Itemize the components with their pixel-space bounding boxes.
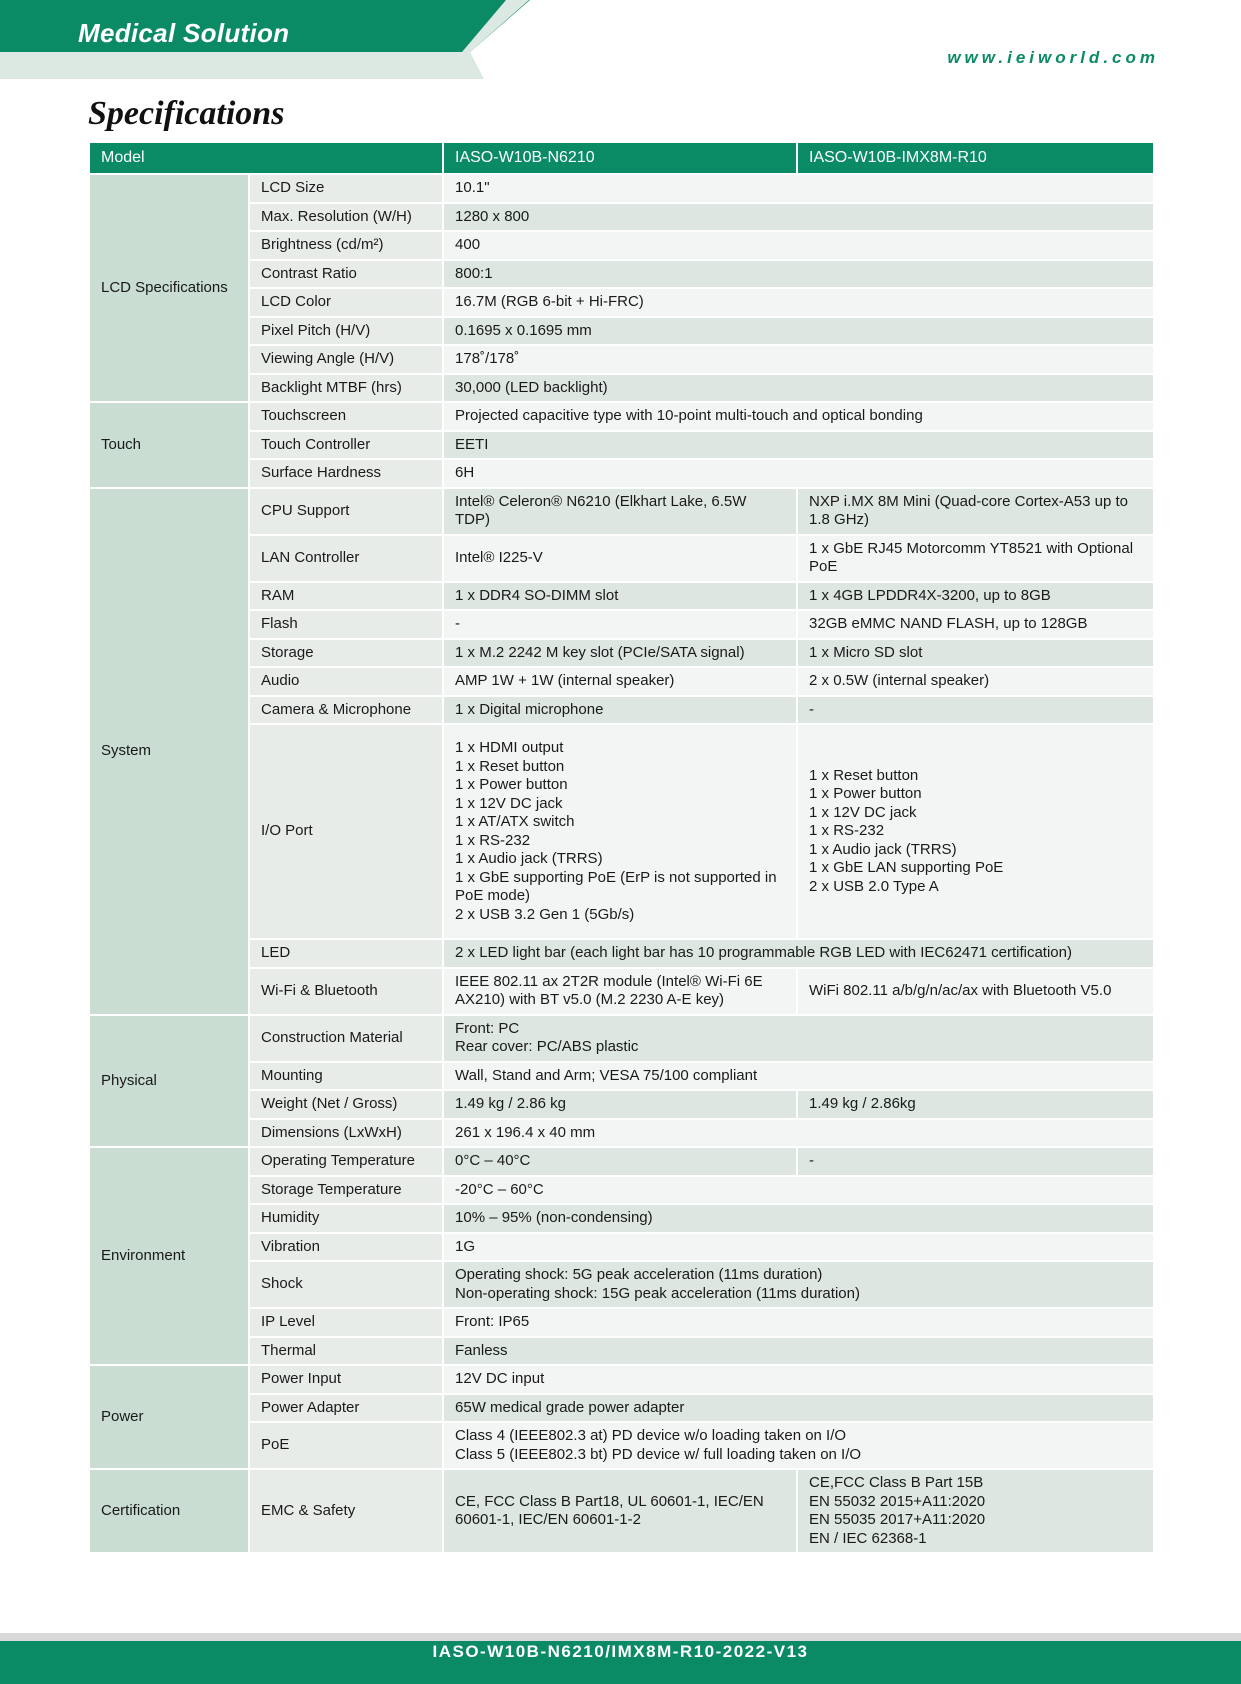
group-label: LCD Specifications (89, 174, 249, 402)
table-row (89, 1422, 1154, 1469)
table-row (89, 1119, 1154, 1148)
table-row (89, 696, 1154, 725)
spec-value-n6210: 0°C – 40°C (443, 1147, 797, 1176)
spec-value-shared: Fanless (443, 1337, 1154, 1366)
spec-value-n6210: 1 x HDMI output 1 x Reset button 1 x Power button 1 x 12V DC jack 1 x AT/ATX switch 1 x RS-232 1 x Audio jack (TRRS) 1 x GbE supporting PoE (ErP is not supported in PoE mode) 2 x USB 3.2 Gen 1 (5Gb/s) (443, 724, 797, 939)
spec-label: Pixel Pitch (H/V) (249, 317, 443, 346)
table-row (89, 639, 1154, 668)
spec-value-imx8m: 32GB eMMC NAND FLASH, up to 128GB (797, 610, 1154, 639)
website-url: www.ieiworld.com (947, 48, 1159, 67)
group-label: Certification (89, 1469, 249, 1553)
table-row (89, 1062, 1154, 1091)
spec-label: Storage Temperature (249, 1176, 443, 1205)
table-row (89, 1015, 1154, 1062)
spec-label: Power Input (249, 1365, 443, 1394)
spec-value-shared: 16.7M (RGB 6-bit + Hi-FRC) (443, 288, 1154, 317)
brand-title: Medical Solution (78, 18, 290, 48)
spec-label: Backlight MTBF (hrs) (249, 374, 443, 403)
spec-label: Vibration (249, 1233, 443, 1262)
table-row (89, 288, 1154, 317)
spec-label: Max. Resolution (W/H) (249, 203, 443, 232)
spec-label: I/O Port (249, 724, 443, 939)
group-label: Touch (89, 402, 249, 488)
spec-value-shared: Front: PC Rear cover: PC/ABS plastic (443, 1015, 1154, 1062)
spec-value-shared: Front: IP65 (443, 1308, 1154, 1337)
column-header-model: Model (89, 142, 443, 174)
table-row (89, 488, 1154, 535)
table-row (89, 1176, 1154, 1205)
spec-value-shared: 6H (443, 459, 1154, 488)
table-row (89, 345, 1154, 374)
spec-label: Storage (249, 639, 443, 668)
spec-label: Humidity (249, 1204, 443, 1233)
spec-value-imx8m: - (797, 696, 1154, 725)
spec-value-shared: Operating shock: 5G peak acceleration (11ms duration) Non-operating shock: 15G peak acceleration (11ms duration) (443, 1261, 1154, 1308)
spec-value-imx8m: 2 x 0.5W (internal speaker) (797, 667, 1154, 696)
spec-value-imx8m: 1 x 4GB LPDDR4X-3200, up to 8GB (797, 582, 1154, 611)
group-label: Physical (89, 1015, 249, 1148)
page-title: Specifications (88, 95, 285, 132)
group-label: Environment (89, 1147, 249, 1365)
spec-value-imx8m: 1.49 kg / 2.86kg (797, 1090, 1154, 1119)
table-row (89, 1337, 1154, 1366)
spec-value-shared: -20°C – 60°C (443, 1176, 1154, 1205)
spec-value-shared: 1G (443, 1233, 1154, 1262)
table-row (89, 203, 1154, 232)
spec-value-n6210: 1 x Digital microphone (443, 696, 797, 725)
table-row (89, 724, 1154, 939)
spec-label: CPU Support (249, 488, 443, 535)
table-row (89, 431, 1154, 460)
table-row (89, 1469, 1154, 1553)
table-header-row (89, 142, 1154, 174)
table-row (89, 1090, 1154, 1119)
spec-value-shared: 400 (443, 231, 1154, 260)
spec-value-shared: Wall, Stand and Arm; VESA 75/100 compliant (443, 1062, 1154, 1091)
spec-label: Viewing Angle (H/V) (249, 345, 443, 374)
spec-label: LCD Size (249, 174, 443, 203)
spec-value-imx8m: - (797, 1147, 1154, 1176)
spec-label: Dimensions (LxWxH) (249, 1119, 443, 1148)
spec-label: Thermal (249, 1337, 443, 1366)
spec-label: Flash (249, 610, 443, 639)
spec-value-n6210: 1.49 kg / 2.86 kg (443, 1090, 797, 1119)
table-row (89, 260, 1154, 289)
spec-label: Surface Hardness (249, 459, 443, 488)
spec-value-n6210: - (443, 610, 797, 639)
spec-value-shared: 800:1 (443, 260, 1154, 289)
spec-label: LCD Color (249, 288, 443, 317)
table-row (89, 402, 1154, 431)
table-row (89, 1204, 1154, 1233)
spec-label: EMC & Safety (249, 1469, 443, 1553)
spec-value-imx8m: CE,FCC Class B Part 15B EN 55032 2015+A11:2020 EN 55035 2017+A11:2020 EN / IEC 62368-1 (797, 1469, 1154, 1553)
spec-value-shared: 10.1" (443, 174, 1154, 203)
spec-value-imx8m: 1 x Reset button 1 x Power button 1 x 12V DC jack 1 x RS-232 1 x Audio jack (TRRS) 1 x GbE LAN supporting PoE 2 x USB 2.0 Type A (797, 724, 1154, 939)
spec-label: RAM (249, 582, 443, 611)
spec-label: Power Adapter (249, 1394, 443, 1423)
table-row (89, 610, 1154, 639)
spec-value-n6210: AMP 1W + 1W (internal speaker) (443, 667, 797, 696)
column-header-n6210: IASO-W10B-N6210 (443, 142, 797, 174)
spec-value-imx8m: 1 x Micro SD slot (797, 639, 1154, 668)
spec-label: Camera & Microphone (249, 696, 443, 725)
table-row (89, 231, 1154, 260)
footer-doc-id: IASO-W10B-N6210/IMX8M-R10-2022-V13 (432, 1642, 809, 1661)
spec-label: Weight (Net / Gross) (249, 1090, 443, 1119)
spec-label: LAN Controller (249, 535, 443, 582)
spec-label: PoE (249, 1422, 443, 1469)
column-header-imx8m: IASO-W10B-IMX8M-R10 (797, 142, 1154, 174)
table-row (89, 317, 1154, 346)
spec-value-shared: 261 x 196.4 x 40 mm (443, 1119, 1154, 1148)
spec-label: Touchscreen (249, 402, 443, 431)
table-row (89, 968, 1154, 1015)
table-row (89, 174, 1154, 203)
table-row (89, 1261, 1154, 1308)
spec-value-n6210: Intel® Celeron® N6210 (Elkhart Lake, 6.5W TDP) (443, 488, 797, 535)
spec-label: Contrast Ratio (249, 260, 443, 289)
table-row (89, 1365, 1154, 1394)
spec-value-n6210: Intel® I225-V (443, 535, 797, 582)
spec-value-n6210: CE, FCC Class B Part18, UL 60601-1, IEC/EN 60601-1, IEC/EN 60601-1-2 (443, 1469, 797, 1553)
spec-value-n6210: 1 x M.2 2242 M key slot (PCIe/SATA signal) (443, 639, 797, 668)
spec-value-imx8m: WiFi 802.11 a/b/g/n/ac/ax with Bluetooth V5.0 (797, 968, 1154, 1015)
spec-value-shared: 10% – 95% (non-condensing) (443, 1204, 1154, 1233)
spec-value-shared: 2 x LED light bar (each light bar has 10 programmable RGB LED with IEC62471 certification) (443, 939, 1154, 968)
spec-label: IP Level (249, 1308, 443, 1337)
spec-value-shared: 0.1695 x 0.1695 mm (443, 317, 1154, 346)
spec-value-n6210: IEEE 802.11 ax 2T2R module (Intel® Wi-Fi 6E AX210) with BT v5.0 (M.2 2230 A-E key) (443, 968, 797, 1015)
spec-value-shared: Class 4 (IEEE802.3 at) PD device w/o loading taken on I/O Class 5 (IEEE802.3 bt) PD device w/ full loading taken on I/O (443, 1422, 1154, 1469)
table-row (89, 374, 1154, 403)
table-row (89, 939, 1154, 968)
specifications-table (88, 141, 1155, 1554)
spec-label: LED (249, 939, 443, 968)
spec-label: Touch Controller (249, 431, 443, 460)
spec-label: Audio (249, 667, 443, 696)
spec-value-shared: EETI (443, 431, 1154, 460)
table-row (89, 1233, 1154, 1262)
table-row (89, 1394, 1154, 1423)
spec-value-imx8m: NXP i.MX 8M Mini (Quad-core Cortex-A53 up to 1.8 GHz) (797, 488, 1154, 535)
spec-value-n6210: 1 x DDR4 SO-DIMM slot (443, 582, 797, 611)
table-row (89, 459, 1154, 488)
spec-value-imx8m: 1 x GbE RJ45 Motorcomm YT8521 with Optional PoE (797, 535, 1154, 582)
spec-label: Brightness (cd/m²) (249, 231, 443, 260)
spec-value-shared: Projected capacitive type with 10-point multi-touch and optical bonding (443, 402, 1154, 431)
spec-label: Shock (249, 1261, 443, 1308)
group-label: Power (89, 1365, 249, 1469)
spec-value-shared: 12V DC input (443, 1365, 1154, 1394)
spec-value-shared: 65W medical grade power adapter (443, 1394, 1154, 1423)
footer-divider (0, 1633, 1241, 1641)
spec-value-shared: 178˚/178˚ (443, 345, 1154, 374)
table-row (89, 535, 1154, 582)
spec-value-shared: 1280 x 800 (443, 203, 1154, 232)
spec-label: Mounting (249, 1062, 443, 1091)
table-row (89, 667, 1154, 696)
spec-label: Operating Temperature (249, 1147, 443, 1176)
table-row (89, 582, 1154, 611)
group-label: System (89, 488, 249, 1015)
table-row (89, 1308, 1154, 1337)
spec-label: Construction Material (249, 1015, 443, 1062)
table-row (89, 1147, 1154, 1176)
spec-label: Wi-Fi & Bluetooth (249, 968, 443, 1015)
spec-value-shared: 30,000 (LED backlight) (443, 374, 1154, 403)
